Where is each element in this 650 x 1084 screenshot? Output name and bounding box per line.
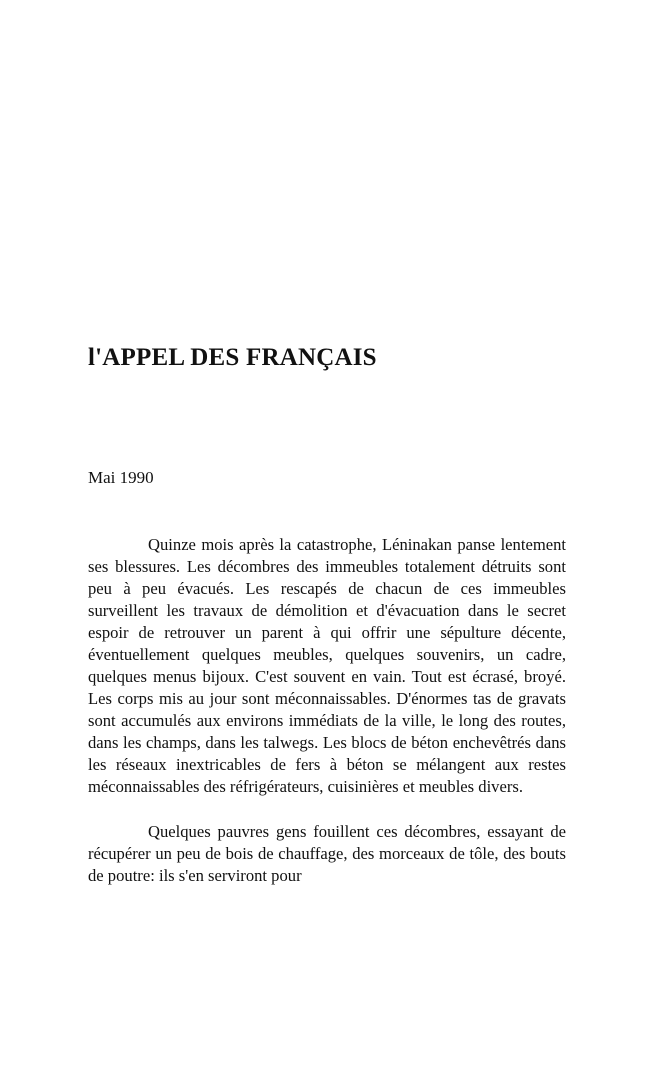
paragraph-1: Quinze mois après la catastrophe, Léninakan panse lentement ses blessures. Les décombres des immeubles totalement détruits sont peu à peu évacués. Les rescapés de chacun de ces immeubles surveillent les travaux de démolition et d'évacuation dans le secret espoir de retrouver un parent à qui offrir une sépulture décente, éventuellement quelques meubles, quelques souvenirs, un cadre, quelques menus bijoux. C'est souvent en vain. Tout est écrasé, broyé. Les corps mis au jour sont méconnaissables. D'énormes tas de gravats sont accumulés aux environs immédiats de la ville, le long des routes, dans les champs, dans les talwegs. Les blocs de béton enchevêtrés dans les réseaux inextricables de fers à béton se mélangent aux restes méconnaissables des réfrigérateurs, cuisinières et meubles divers. bbox=[88, 535, 566, 796]
paragraph-2: Quelques pauvres gens fouillent ces décombres, essayant de récupérer un peu de bois de chauffage, des morceaux de tôle, des bouts de poutre: ils s'en serviront pour bbox=[88, 822, 566, 885]
body-text bbox=[88, 534, 566, 887]
chapter-title: l'APPEL DES FRANÇAIS bbox=[88, 344, 377, 371]
chapter-date: Mai 1990 bbox=[88, 468, 154, 487]
